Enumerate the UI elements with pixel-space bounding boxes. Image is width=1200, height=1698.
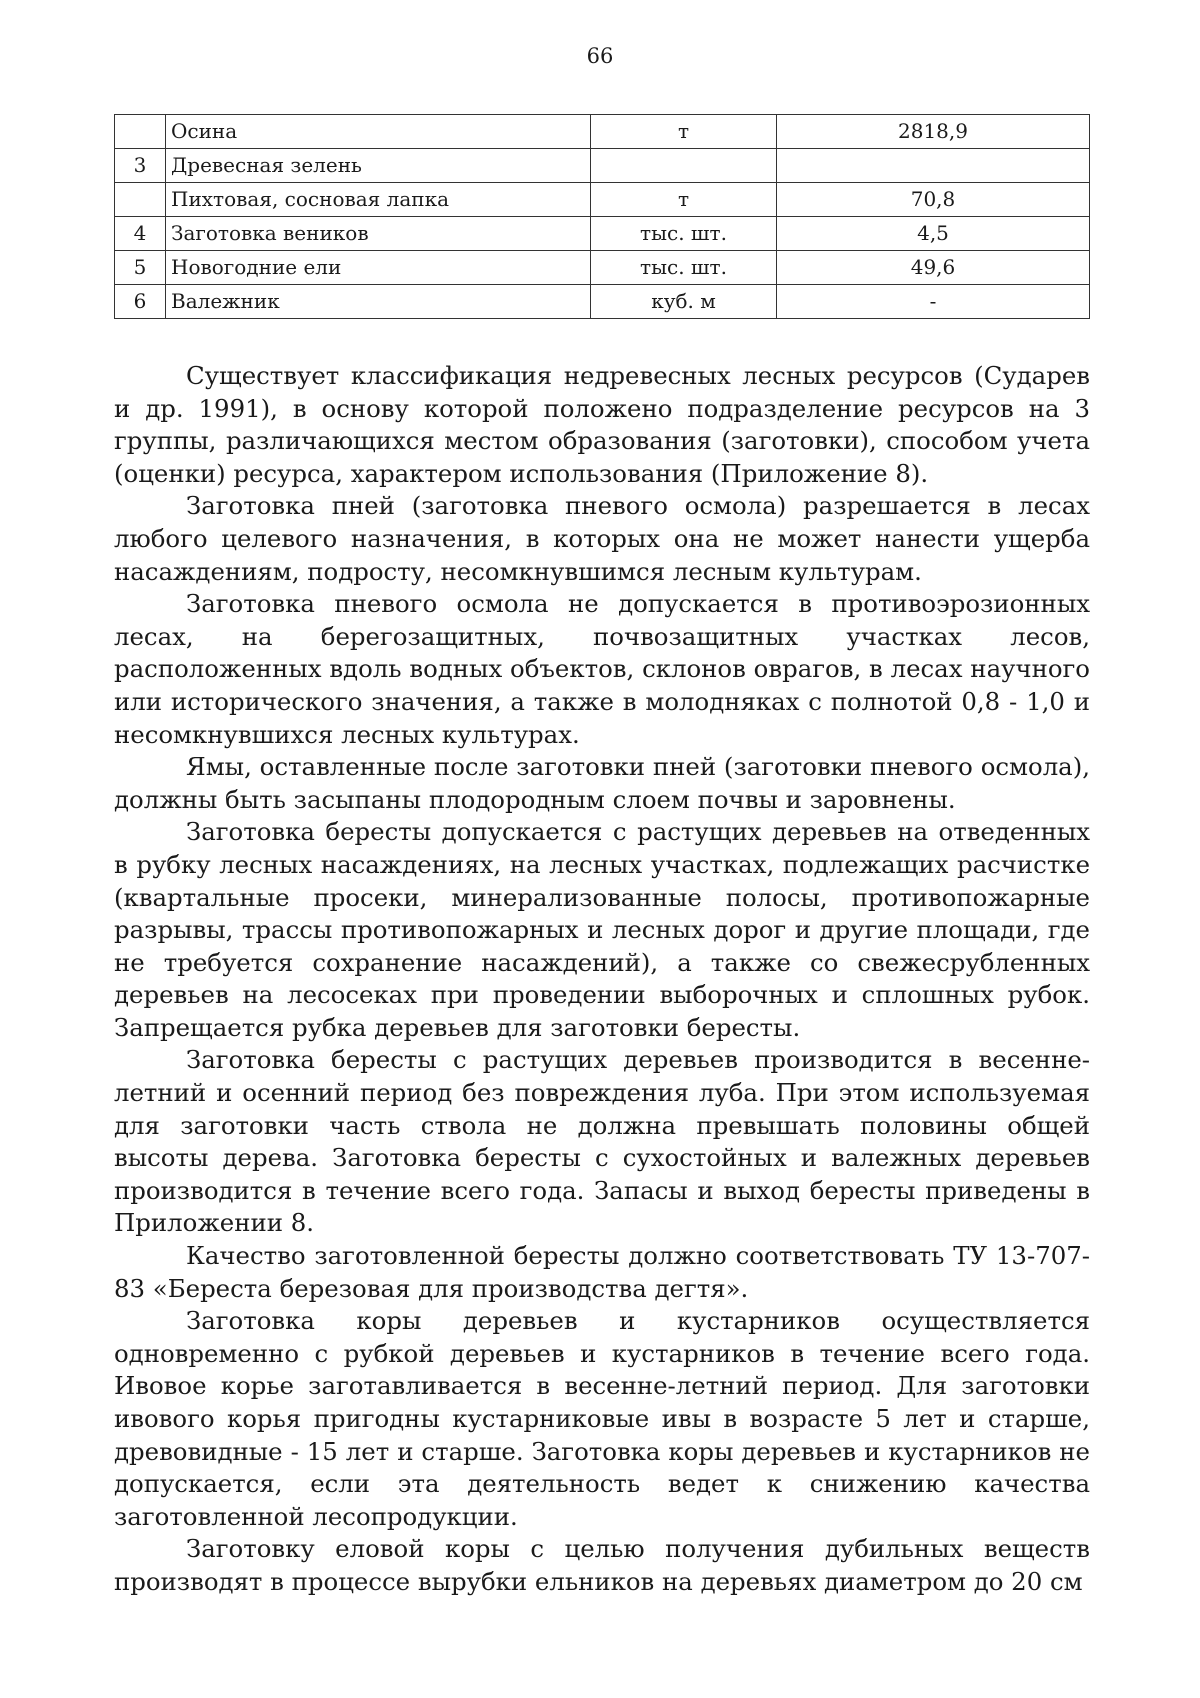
resource-name: Пихтовая, сосновая лапка (166, 183, 591, 217)
paragraph: Заготовка бересты с растущих деревьев производится в весенне-летний и осенний период без повреждения луба. При этом используемая для заготовки часть ствола не должна превышать половины общей высоты дерева. Заготовка бересты с сухостойных и валежных деревьев производится в течение всего года. Запасы и выход бересты приведены в Приложении 8. (114, 1045, 1090, 1238)
resource-name: Валежник (166, 285, 591, 319)
resource-name: Заготовка веников (166, 217, 591, 251)
paragraph: Существует классификация недревесных лесных ресурсов (Сударев и др. 1991), в основу которой положено подразделение ресурсов на 3 группы, различающихся местом образования (заготовки), способом учета (оценки) ресурса, характером использования (Приложение 8). (114, 361, 1090, 488)
paragraph: Ямы, оставленные после заготовки пней (заготовки пневого осмола), должны быть засыпаны плодородным слоем почвы и заровнены. (114, 752, 1090, 814)
table-row (115, 183, 1090, 217)
table-row (115, 251, 1090, 285)
row-number: 6 (115, 285, 166, 319)
paragraph: Заготовка пневого осмола не допускается в противоэрозионных лесах, на берегозащитных, почвозащитных участках лесов, расположенных вдоль водных объектов, склонов оврагов, в лесах научного или исторического значения, а также в молодняках с полнотой 0,8 - 1,0 и несомкнувшихся лесных культурах. (114, 589, 1090, 749)
row-number (115, 183, 166, 217)
unit: т (591, 115, 777, 149)
resource-name: Новогодние ели (166, 251, 591, 285)
unit (591, 149, 777, 183)
paragraph: Заготовка пней (заготовка пневого осмола) разрешается в лесах любого целевого назначения, в которых она не может нанести ущерба насаждениям, подросту, несомкнувшимся лесным культурам. (114, 491, 1090, 586)
value: 70,8 (777, 183, 1090, 217)
value: - (777, 285, 1090, 319)
row-number: 5 (115, 251, 166, 285)
paragraph: Качество заготовленной бересты должно соответствовать ТУ 13-707-83 «Береста березовая для производства дегтя». (114, 1241, 1090, 1303)
unit: тыс. шт. (591, 251, 777, 285)
paragraph: Заготовку еловой коры с целью получения дубильных веществ производят в процессе вырубки ельников на деревьях диаметром до 20 см (114, 1534, 1090, 1596)
unit: куб. м (591, 285, 777, 319)
unit: т (591, 183, 777, 217)
value (777, 149, 1090, 183)
table-row (115, 149, 1090, 183)
resources-table (114, 114, 1090, 319)
paragraph: Заготовка коры деревьев и кустарников осуществляется одновременно с рубкой деревьев и кустарников в течение всего года. Ивовое корье заготавливается в весенне-летний период. Для заготовки ивового корья пригодны кустарниковые ивы в возрасте 5 лет и старше, древовидные - 15 лет и старше. Заготовка коры деревьев и кустарников не допускается, если эта деятельность ведет к снижению качества заготовленной лесопродукции. (114, 1306, 1090, 1531)
paragraph: Заготовка бересты допускается с растущих деревьев на отведенных в рубку лесных насаждениях, на лесных участках, подлежащих расчистке (квартальные просеки, минерализованные полосы, противопожарные разрывы, трассы противопожарных и лесных дорог и другие площади, где не требуется сохранение насаждений), а также со свежесрубленных деревьев на лесосеках при проведении выборочных и сплошных рубок. Запрещается рубка деревьев для заготовки бересты. (114, 817, 1090, 1042)
body-text (114, 360, 1090, 1599)
row-number: 3 (115, 149, 166, 183)
value: 2818,9 (777, 115, 1090, 149)
row-number: 4 (115, 217, 166, 251)
page-number: 66 (586, 44, 614, 68)
row-number (115, 115, 166, 149)
resource-name: Древесная зелень (166, 149, 591, 183)
value: 4,5 (777, 217, 1090, 251)
table-row (115, 115, 1090, 149)
resource-name: Осина (166, 115, 591, 149)
table-row (115, 285, 1090, 319)
unit: тыс. шт. (591, 217, 777, 251)
table-row (115, 217, 1090, 251)
value: 49,6 (777, 251, 1090, 285)
